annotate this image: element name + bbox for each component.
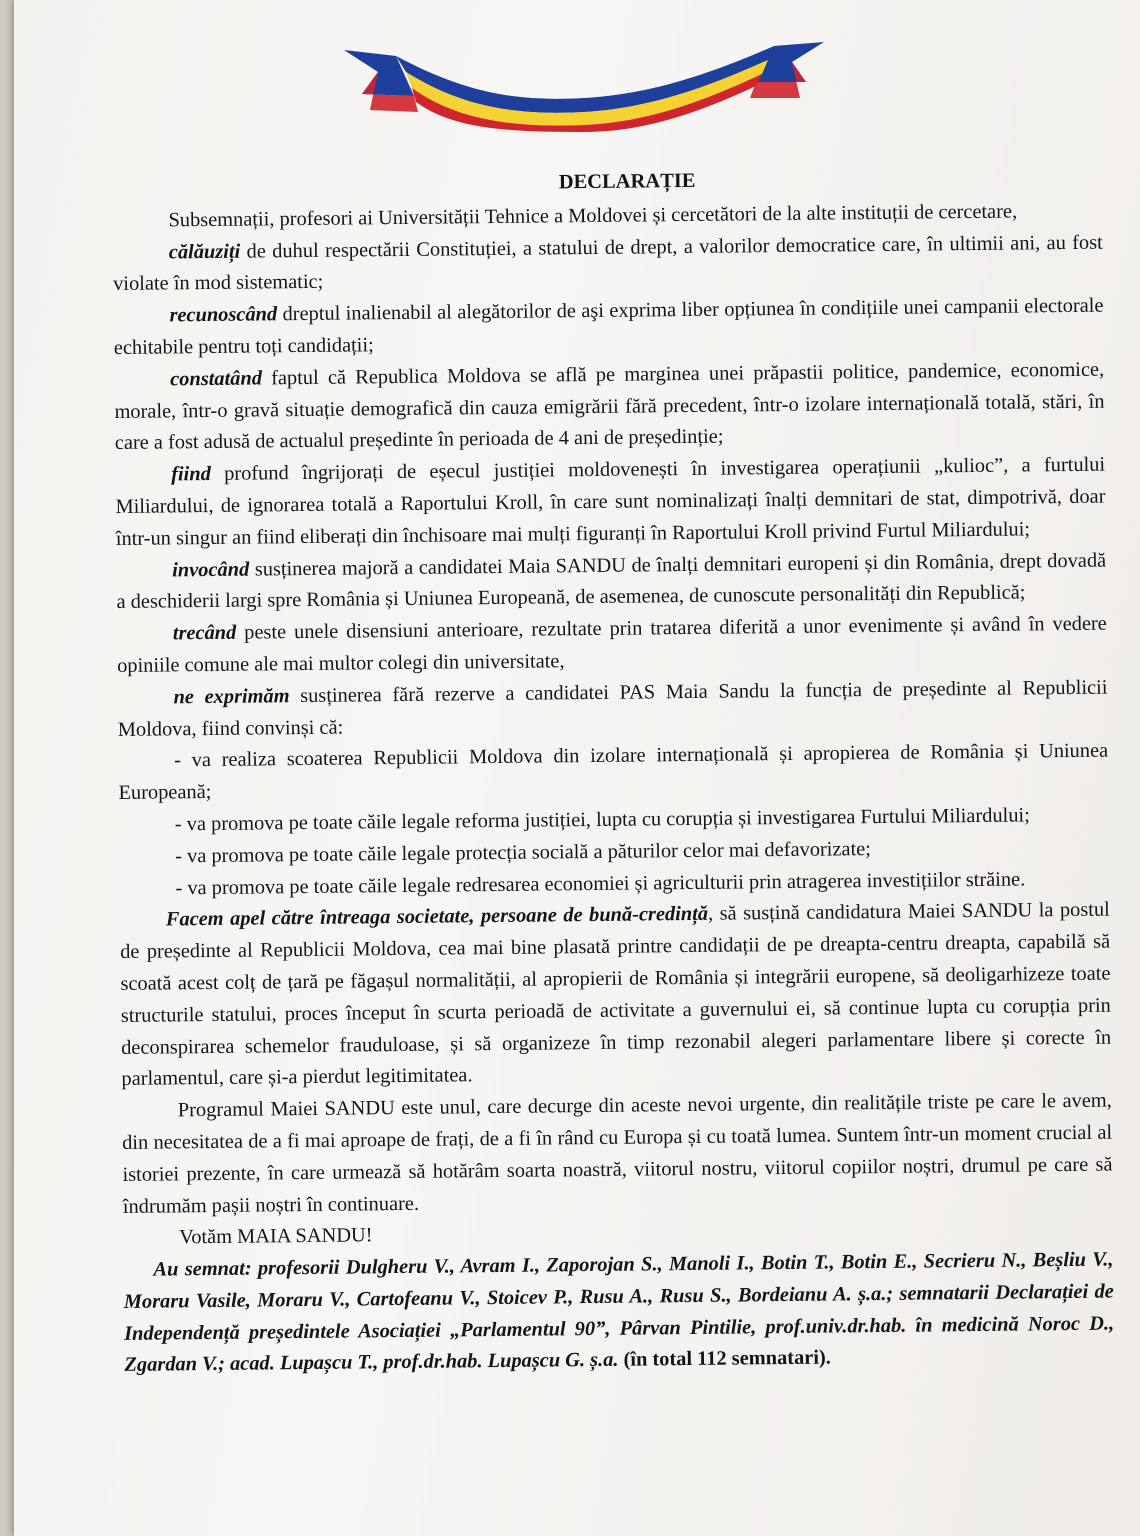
vote-line: Votăm MAIA SANDU! bbox=[179, 1224, 373, 1249]
list-item: - va promova pe toate căile legale reforma justiției, lupta cu corupția și investigarea Furtului Miliardului; bbox=[174, 804, 1030, 836]
clause-text: de duhul respectării Constituției, a statului de drept, a valorilor democratice care, în ultimii ani, au fost violate în mod sistematic; bbox=[113, 231, 1103, 296]
clause-lead: constatând bbox=[170, 367, 263, 391]
clause-text: faptul că Republica Moldova se află pe marginea unei prăpastii politice, pandemice, economice, morale, într-o gravă situație demografică din cauza emigrării fără precedent, într-o izolare internațională totală, stări, în care a fost adusă de actualul președinte în perioada de 4 ani de președinție; bbox=[114, 358, 1105, 455]
clause-text: peste unele disensiuni anterioare, rezultate prin tratarea diferită a unor evenimente și având în vedere opiniile comune ale mai multor colegi din universitate, bbox=[117, 612, 1107, 677]
clause-lead: trecând bbox=[172, 621, 237, 645]
appeal-paragraph bbox=[120, 895, 1112, 1096]
clause-paragraph bbox=[113, 227, 1104, 301]
clause-paragraph bbox=[116, 545, 1107, 619]
clause-lead: fiind bbox=[171, 463, 211, 486]
appeal-text: , să susțină candidatura Maiei SANDU la postul de președinte al Republicii Moldova, cea mai bine plasată printre candidații de pe dreapta-centru dreapta, capabilă să scoată acest colț de țară pe făgașul normalității, al apropierii de România și integrării europene, să deoligarhizeze toate structurile statului, proces început în scurta perioadă de activitate a guvernului ei, să continue lupta cu corupția prin deconspirarea schemelor frauduloase, și să organizeze în timp rezonabil alegeri parlamentare libere și corecte în parlamentul, care și-a pierdut legitimitatea. bbox=[120, 898, 1112, 1091]
clause-lead: ne exprimăm bbox=[173, 684, 290, 709]
clause-text: susținerea majoră a candidatei Maia SANDU de înalți demnitari europeni și din România, drept dovadă a deschiderii largi spre România și Uniunea Europeană, de asemenea, de cunoscute personalități din Republică; bbox=[116, 549, 1107, 614]
list-item: - va promova pe toate căile legale redresarea economiei și agriculturii prin atragerea investițiilor străine. bbox=[175, 868, 1026, 899]
clause-paragraph bbox=[117, 672, 1108, 746]
clause-paragraph bbox=[115, 450, 1106, 556]
tricolor-ribbon-image bbox=[344, 32, 824, 132]
intro-paragraph: Subsemnații, profesori ai Universității Tehnice a Moldovei și cercetători de la alte instituții de cercetare, bbox=[168, 200, 1018, 232]
clause-paragraph bbox=[114, 354, 1105, 460]
declaration-body bbox=[112, 162, 1115, 1383]
signatures-total: (în total 112 semnatari). bbox=[623, 1347, 831, 1372]
clause-paragraph bbox=[113, 291, 1104, 365]
signatures-list: Au semnat: profesorii Dulgheru V., Avram I., Zaporojan S., Manoli I., Botin T., Botin E., Secrieru N., Beșliu V., Moraru Vasile, Moraru V., Cartofeanu V., Stoicev P., Rusu A., Rusu S., Bordeianu A. ș.a.; semnatarii Declarației de Independență președintele Asociației „Parlamentul 90”, Pârvan Pintilie, prof.univ.dr.hab. în medicină Noroc D., Zgardan V.; acad. Lupașcu T., prof.dr.hab. Lupașcu G. ș.a. bbox=[123, 1248, 1115, 1377]
list-item: - va realiza scoaterea Republicii Moldova din izolare internațională și apropierea de România și Uniunea Europeană; bbox=[118, 739, 1109, 805]
clause-lead: invocând bbox=[172, 558, 250, 581]
clause-text: dreptul inalienabil al alegătorilor de aşi exprima liber opțiunea în condițiile unei campanii electorale echitabile pentru toți candidații; bbox=[113, 294, 1104, 359]
list-item: - va promova pe toate căile legale protecția socială a păturilor celor mai defavorizate; bbox=[175, 837, 872, 868]
appeal-lead: Facem apel către întreaga societate, persoane de bună-credință bbox=[165, 903, 709, 931]
document-page bbox=[14, 0, 1140, 1536]
clause-lead: călăuziți bbox=[168, 240, 241, 264]
clause-paragraph bbox=[117, 609, 1108, 683]
clause-lead: recunoscând bbox=[169, 303, 278, 327]
document-title: DECLARAȚIE bbox=[558, 169, 696, 194]
clause-text: profund îngrijorați de eșecul justiției moldovenești în investigarea operațiunii „kulioc”, a furtului Miliardului, de ignorarea totală a Raportului Kroll, în care sunt nominalizați înalți demnitari de stat, dimpotrivă, doar într-un singur an fiind eliberați din închisoare mai mulți figuranți în Raportului Kroll privind Furtul Miliardului; bbox=[115, 453, 1106, 550]
signatures-paragraph bbox=[123, 1245, 1114, 1383]
clause-text: susținerea fără rezerve a candidatei PAS Maia Sandu la funcția de președinte al Republicii Moldova, fiind convinși că: bbox=[117, 676, 1108, 741]
program-paragraph: Programul Maiei SANDU este unul, care decurge din aceste nevoi urgente, din realitățile triste pe care le avem, din necesitatea de a fi mai aproape de frați, de a fi în rând cu Europa și cu toată lumea. Suntem într-un moment crucial al istoriei prezente, în care urmează să hotărâm soarta noastră, viitorul nostru, viitorul copiilor noștri, drumul pe care să îndrumăm pașii noștri în continuare. bbox=[122, 1089, 1113, 1218]
